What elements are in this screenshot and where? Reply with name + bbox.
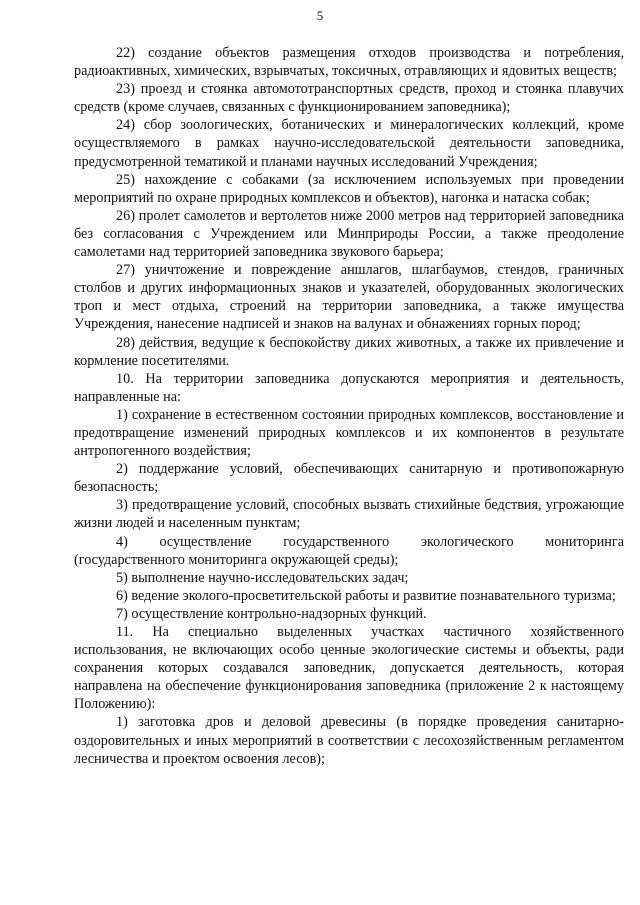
paragraph-23: 23) проезд и стоянка автомототранспортных средств, проход и стоянка плавучих средств (кроме случаев, связанных с функционированием заповедника); [74, 81, 624, 116]
paragraph-25: 25) нахождение с собаками (за исключением используемых при проведении мероприятий по охране природных комплексов и объектов), нагонка и натаска собак; [74, 171, 624, 206]
paragraph-24: 24) сбор зоологических, ботанических и минералогических коллекций, кроме осуществляемого в рамках научно-исследовательской деятельности заповедника, предусмотренной тематикой и планами научных исследований Учреждения; [74, 117, 624, 170]
page-number: 5 [316, 8, 324, 23]
document-body [74, 44, 624, 768]
section-10-item-3: 3) предотвращение условий, способных вызвать стихийные бедствия, угрожающие жизни людей и населенным пунктам; [74, 497, 624, 532]
paragraph-28: 28) действия, ведущие к беспокойству диких животных, а также их привлечение и кормление посетителями. [74, 334, 624, 369]
section-11-item-1: 1) заготовка дров и деловой древесины (в порядке проведения санитарно-оздоровительных и иных мероприятий в соответствии с лесохозяйственным регламентом лесничества и проектом освоения лесов); [74, 714, 624, 767]
section-10-heading: 10. На территории заповедника допускаются мероприятия и деятельность, направленные на: [74, 370, 624, 405]
section-10-item-7: 7) осуществление контрольно-надзорных функций. [116, 605, 427, 622]
paragraph-26: 26) пролет самолетов и вертолетов ниже 2000 метров над территорией заповедника без согласования с Учреждением или Минприроды России, а также преодоление самолетами над территорией заповедника звукового барьера; [74, 207, 624, 261]
section-10-item-1: 1) сохранение в естественном состоянии природных комплексов, восстановление и предотвращение изменений природных комплексов и их компонентов в результате антропогенного воздействия; [74, 406, 624, 460]
section-10-item-5: 5) выполнение научно-исследовательских задач; [116, 569, 409, 586]
paragraph-27: 27) уничтожение и повреждение аншлагов, шлагбаумов, стендов, граничных столбов и других информационных знаков и указателей, оборудованных экологических троп и мест отдыха, строений на территории заповедника, а также имущества Учреждения, нанесение надписей и знаков на валунах и обнажениях горных пород; [74, 262, 624, 333]
section-10-item-6: 6) ведение эколого-просветительской работы и развитие познавательного туризма; [116, 587, 616, 604]
section-11-heading: 11. На специально выделенных участках частичного хозяйственного использования, не включающих особо ценные экологические системы и объекты, ради сохранения которых создавался заповедник, допускается деятельность, которая направлена на обеспечение функционирования заповедника (приложение 2 к настоящему Положению): [74, 624, 624, 713]
section-10-item-4: 4) осуществление государственного экологического мониторинга (государственного мониторинга окружающей среды); [74, 533, 624, 568]
paragraph-22: 22) создание объектов размещения отходов производства и потребления, радиоактивных, химических, взрывчатых, токсичных, отравляющих и ядовитых веществ; [74, 45, 624, 80]
section-10-item-2: 2) поддержание условий, обеспечивающих санитарную и противопожарную безопасность; [74, 461, 624, 496]
